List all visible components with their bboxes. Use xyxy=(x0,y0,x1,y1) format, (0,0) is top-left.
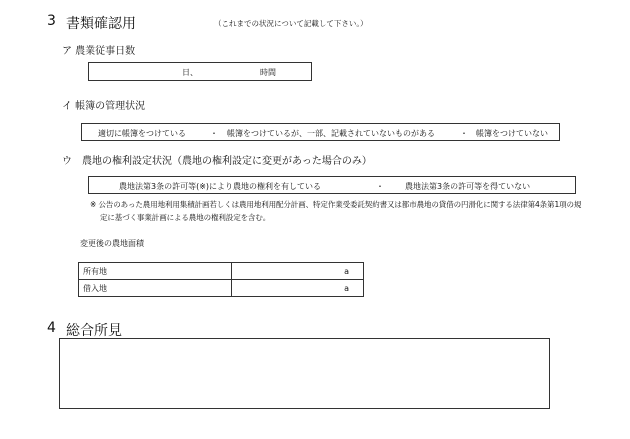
bookkeeping-options-box xyxy=(81,123,560,141)
land-rights-footnote-1: ※ 公告のあった農用地利用集積計画若しくは農用地利用配分計画、特定作業受委託契約書又は都市農地の貸借の円滑化に関する法律第4条第1項の規 xyxy=(90,200,582,209)
leased-land-area-field[interactable]: a xyxy=(232,280,364,297)
separator-dot: ・ xyxy=(210,129,218,138)
land-rights-options-box xyxy=(88,176,576,194)
table-row xyxy=(79,263,364,280)
table-row xyxy=(79,280,364,297)
land-rights-option-1[interactable]: 農地法第3条の許可等(※)により農地の権利を有している xyxy=(119,182,322,191)
hours-unit: 時間 xyxy=(260,68,276,77)
land-rights-option-2[interactable]: 農地法第3条の許可等を得ていない xyxy=(405,182,531,191)
changed-area-label: 変更後の農地面積 xyxy=(80,239,144,248)
section-3-title: 書類確認用 xyxy=(66,16,136,32)
farming-days-field[interactable] xyxy=(88,62,312,81)
overall-remarks-box[interactable] xyxy=(59,338,550,409)
days-unit: 日、 xyxy=(182,68,198,77)
section-3-number: 3 xyxy=(47,13,56,29)
section-4-title: 総合所見 xyxy=(66,323,122,339)
owned-land-area-field[interactable]: a xyxy=(232,263,364,280)
section-3-note: （これまでの状況について記載して下さい。） xyxy=(214,19,368,28)
land-rights-footnote-2: 定に基づく事業計画による農地の権利設定を含む。 xyxy=(100,213,271,222)
farming-days-label: ア 農業従事日数 xyxy=(62,46,136,57)
separator-dot: ・ xyxy=(376,182,384,191)
section-4-number: 4 xyxy=(47,320,56,336)
bookkeeping-label: イ 帳簿の管理状況 xyxy=(62,101,146,112)
bookkeeping-option-1[interactable]: 適切に帳簿をつけている xyxy=(98,129,186,138)
changed-area-table xyxy=(78,262,364,297)
leased-land-label: 借入地 xyxy=(79,280,232,297)
land-rights-label: ウ 農地の権利設定状況（農地の権利設定に変更があった場合のみ） xyxy=(62,156,372,167)
separator-dot: ・ xyxy=(460,129,468,138)
owned-land-label: 所有地 xyxy=(79,263,232,280)
bookkeeping-option-2[interactable]: 帳簿をつけているが、一部、記載されていないものがある xyxy=(227,129,435,138)
bookkeeping-option-3[interactable]: 帳簿をつけていない xyxy=(476,129,548,138)
